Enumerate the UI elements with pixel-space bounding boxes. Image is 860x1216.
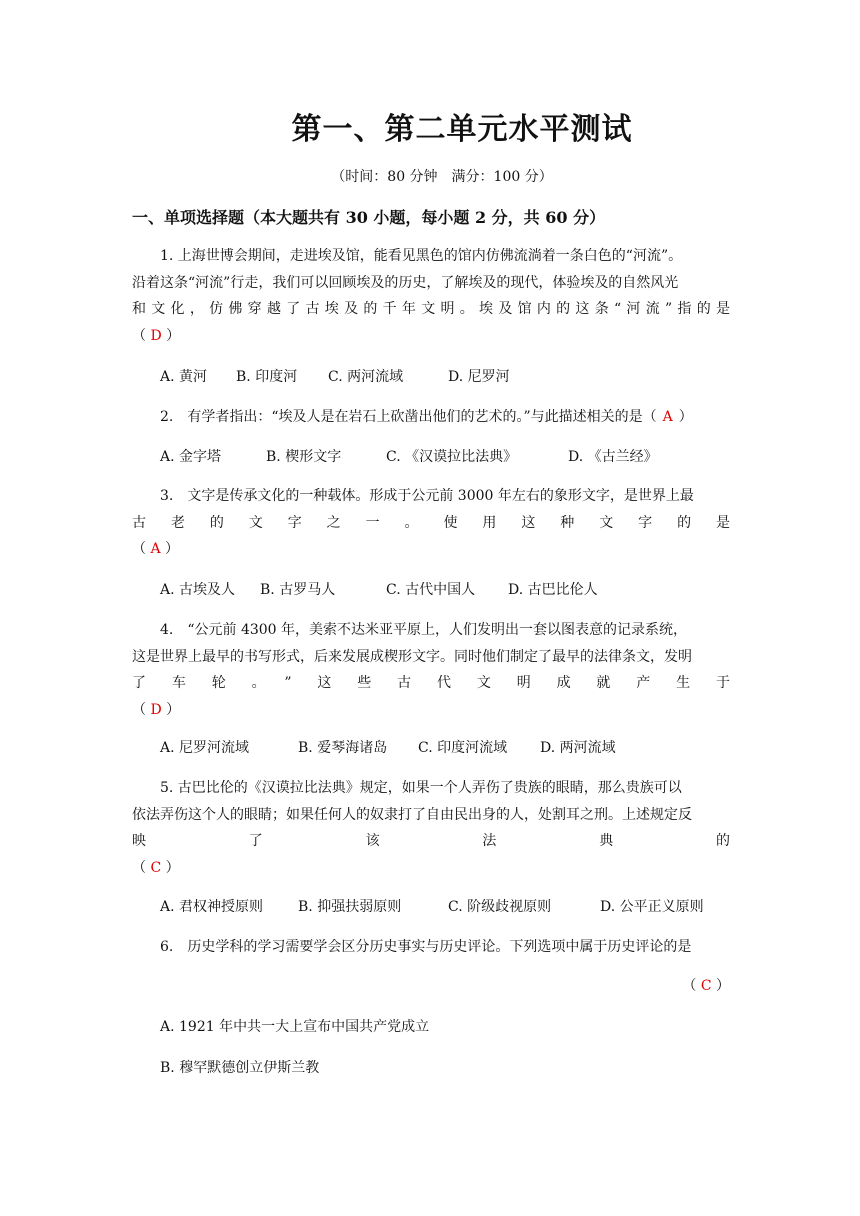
question-5-line-2: 依法弄伤这个人的眼睛；如果任何人的奴隶打了自由民出身的人，处割耳之刑。上述规定反 [132,806,692,823]
option-d: D. 公平正义原则 [600,899,704,915]
option-d: D. 两河流域 [540,740,616,756]
question-1-answer-line: （ D ） [132,327,181,344]
question-1-line-1: 1. 上海世博会期间，走进埃及馆，能看见黑色的馆内仿佛流淌着一条白色的“河流”。 [160,248,683,264]
question-5-answer-line: （ C ） [132,859,180,876]
question-2-options [160,446,658,466]
question-4-answer: D [150,701,162,718]
question-3-answer: A [150,541,161,557]
option-a: A. 金字塔 [160,449,222,465]
question-3-options [160,579,598,599]
question-2-stem: 2. 有学者指出：“埃及人是在岩石上砍凿出他们的艺术的。”与此描述相关的是（ A ） [160,409,693,425]
question-6-option-b: B. 穆罕默德创立伊斯兰教 [160,1060,320,1076]
question-5-answer: C [150,859,162,876]
question-4 [132,617,730,723]
question-1-line-2: 沿着这条“河流”行走，我们可以回顾埃及的历史，了解埃及的现代，体验埃及的自然风光 [132,274,679,291]
section-heading: 一、单项选择题（本大题共有 30 小题，每小题 2 分，共 60 分） [132,208,606,227]
question-2-answer: A [662,409,673,425]
question-6-answer-line: （ C ） [682,978,730,994]
option-c: C. 《汉谟拉比法典》 [386,449,518,465]
option-c: C. 古代中国人 [386,582,476,598]
question-5-line-3: 映了该法典的 [132,833,730,849]
option-c: C. 两河流域 [328,369,404,385]
option-b: B. 古罗马人 [260,582,336,598]
question-1-answer: D [150,327,162,344]
question-4-line-2: 这是世界上最早的书写形式，后来发展成楔形文字。同时他们制定了最早的法律条文，发明 [132,648,692,665]
question-3-answer-line: （ A ） [132,541,180,557]
question-4-line-1: 4. “公元前 4300 年，美索不达米亚平原上，人们发明出一套以图表意的记录系统， [160,622,688,638]
question-1-options [160,366,510,386]
question-3-line-2: 古老的文字之一。使用这种文字的是 [132,514,730,531]
question-1 [132,243,730,349]
question-2 [132,404,730,431]
question-4-line-3: 了车轮。”这些古代文明成就产生于 [132,675,730,691]
option-c: C. 印度河流域 [418,740,508,756]
question-3-line-1: 3. 文字是传承文化的一种载体。形成于公元前 3000 年左右的象形文字，是世界上最 [160,488,694,504]
question-5 [132,775,730,881]
question-4-options [160,737,616,757]
page-subtitle: （时间：80 分钟 满分：100 分） [331,169,553,185]
option-b: B. 楔形文字 [266,449,342,465]
question-6 [132,934,730,961]
question-3 [132,483,730,563]
option-a: A. 古埃及人 [160,582,236,598]
option-a: A. 尼罗河流域 [160,740,250,756]
question-5-options [160,896,704,916]
option-a: A. 君权神授原则 [160,899,264,915]
option-d: D. 《古兰经》 [568,449,658,465]
question-6-answer: C [700,978,712,994]
page-title: 第一、第二单元水平测试 [291,112,633,147]
option-d: D. 古巴比伦人 [508,582,598,598]
option-d: D. 尼罗河 [448,369,510,385]
question-6-option-a: A. 1921 年中共一大上宣布中国共产党成立 [160,1019,430,1035]
question-5-line-1: 5. 古巴比伦的《汉谟拉比法典》规定，如果一个人弄伤了贵族的眼睛，那么贵族可以 [160,780,682,796]
option-c: C. 阶级歧视原则 [448,899,552,915]
option-a: A. 黄河 [160,369,208,385]
option-b: B. 印度河 [236,369,298,385]
question-4-answer-line: （ D ） [132,701,181,718]
question-1-line-3: 和文化，仿佛穿越了古埃及的千年文明。埃及馆内的这条“河流”指的是 [132,301,730,317]
option-b: B. 抑强扶弱原则 [298,899,402,915]
option-b: B. 爱琴海诸岛 [298,740,388,756]
question-6-stem: 6. 历史学科的学习需要学会区分历史事实与历史评论。下列选项中属于历史评论的是 [160,939,692,955]
